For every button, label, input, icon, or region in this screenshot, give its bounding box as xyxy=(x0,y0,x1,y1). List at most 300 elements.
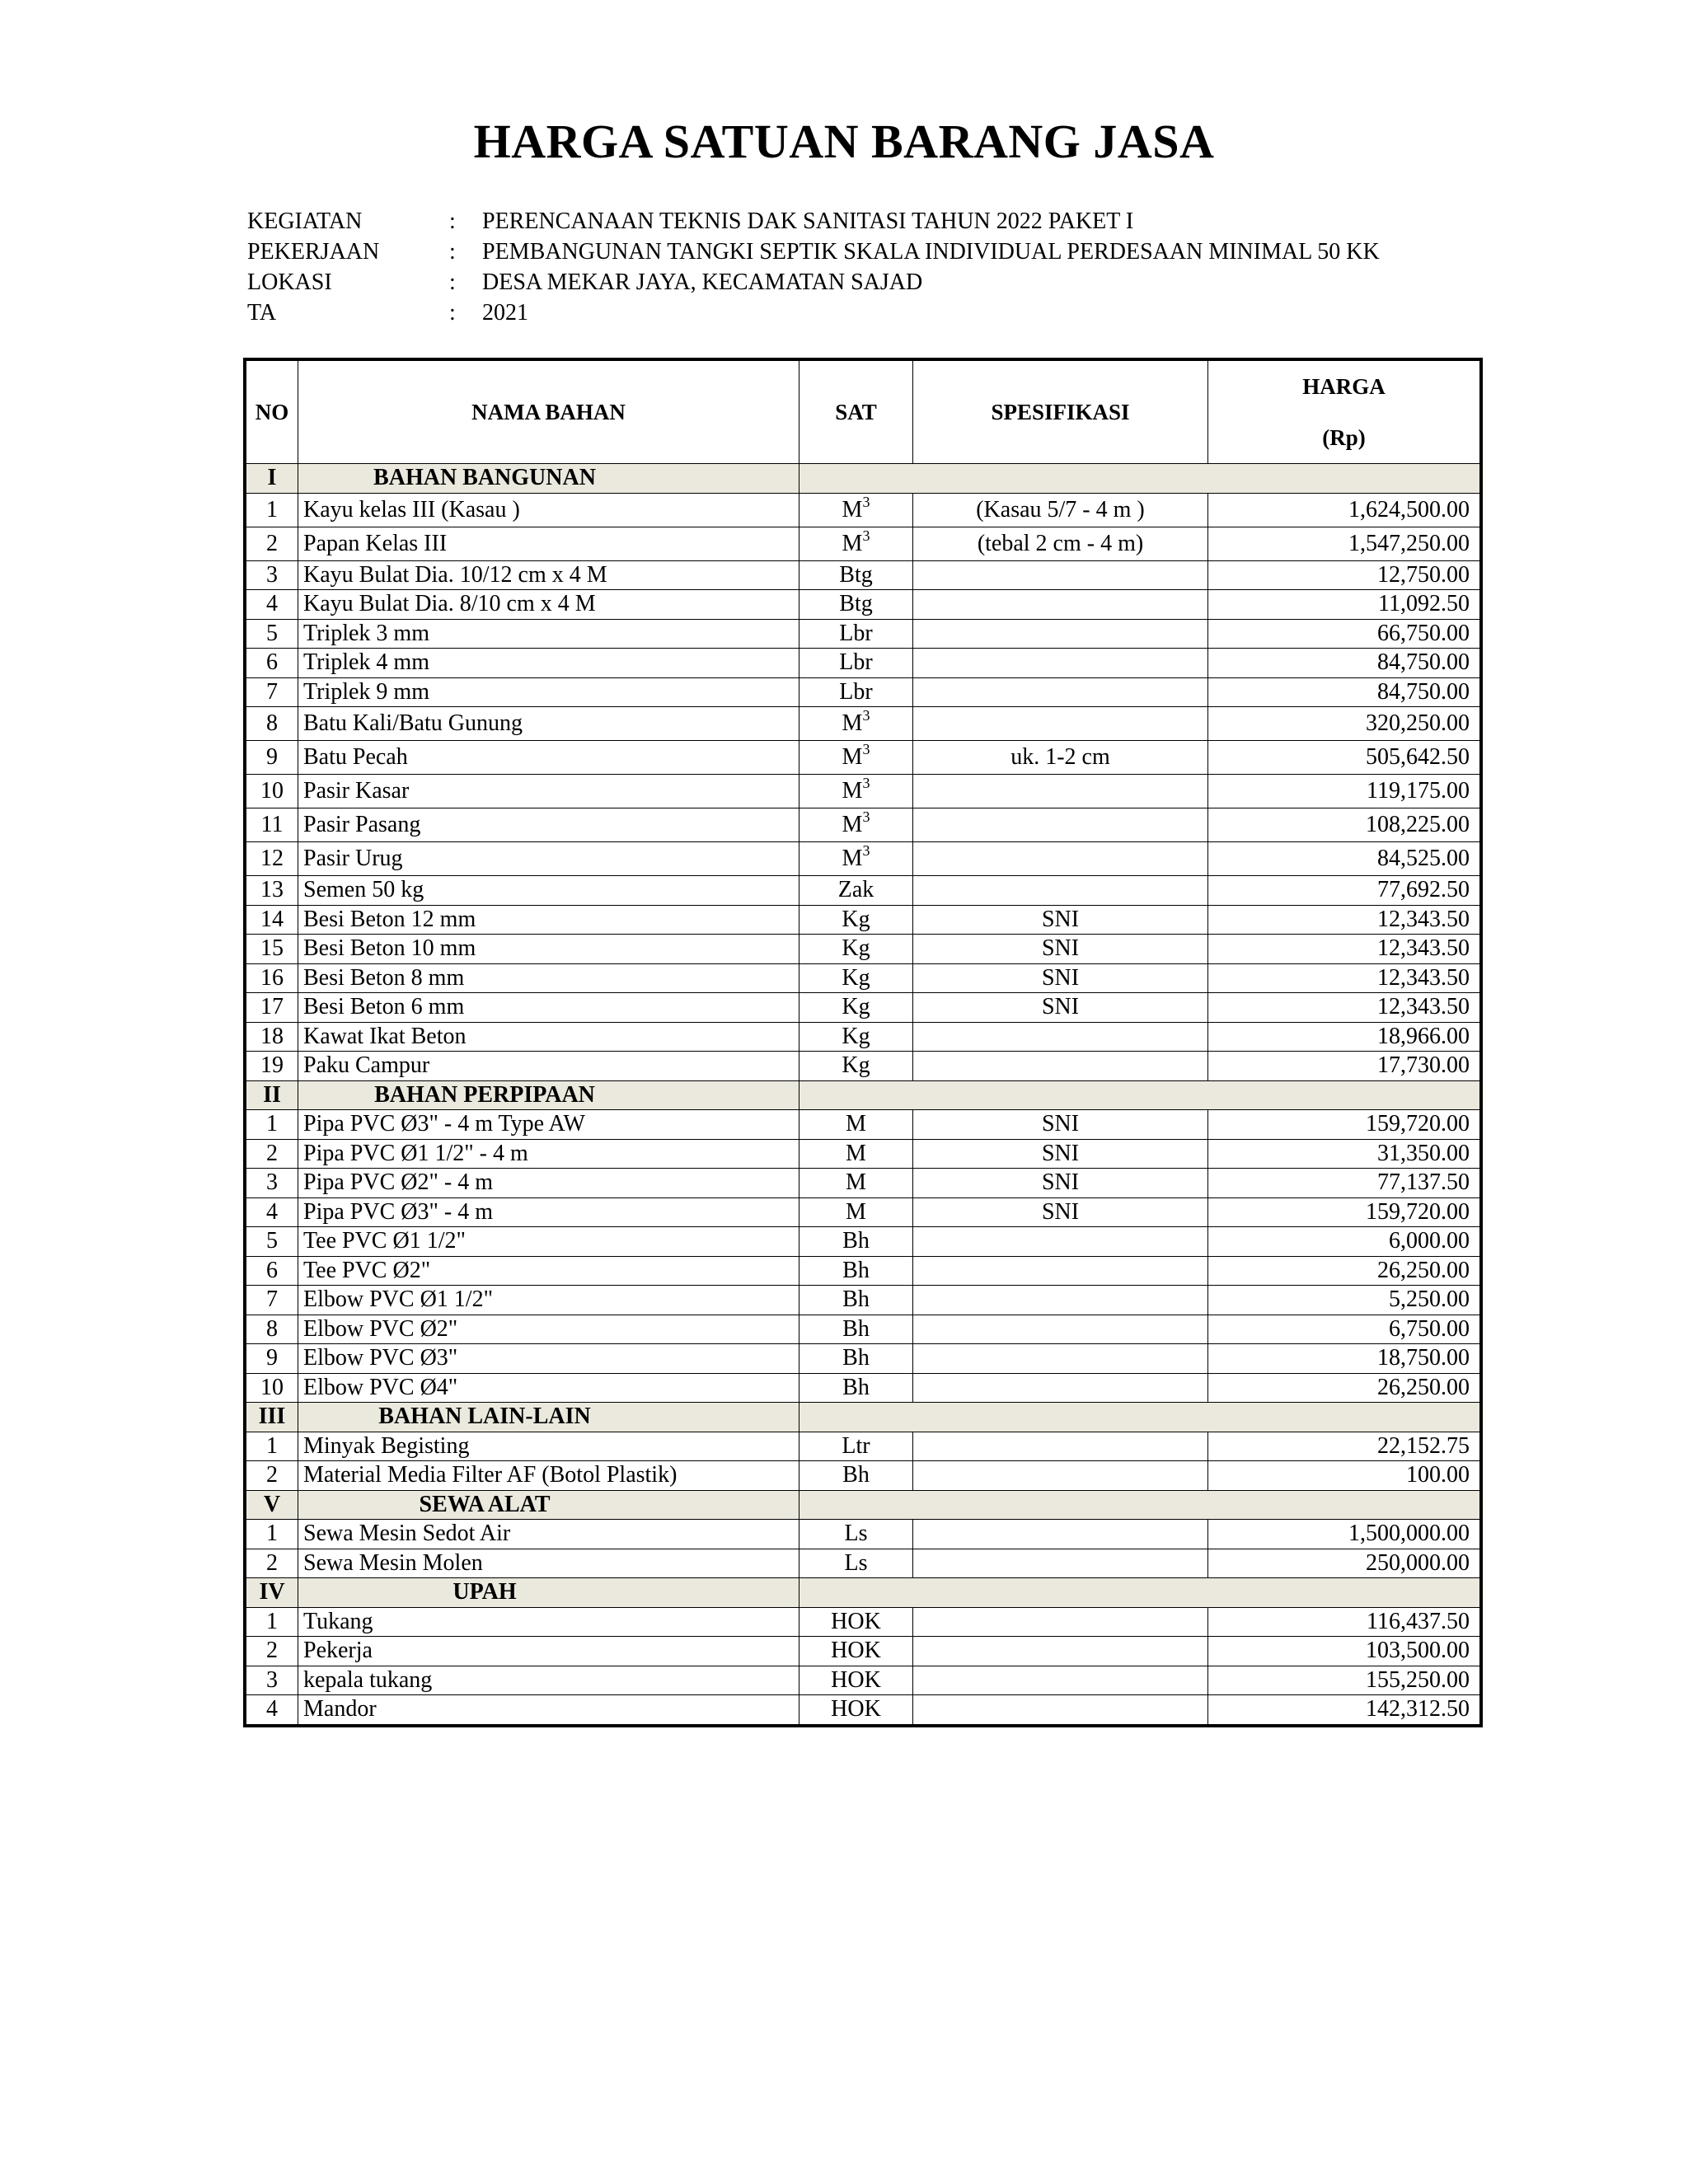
row-number: 8 xyxy=(245,1315,298,1344)
section-number: V xyxy=(245,1490,298,1520)
item-specification xyxy=(913,1549,1208,1578)
item-price: 11,092.50 xyxy=(1208,590,1482,620)
row-number: 2 xyxy=(245,527,298,560)
unit-text: Kg xyxy=(842,935,870,962)
unit-text: Bh xyxy=(842,1374,870,1400)
item-name: Pasir Kasar xyxy=(298,775,799,808)
item-price: 12,343.50 xyxy=(1208,963,1482,993)
table-row xyxy=(245,1110,1481,1140)
table-header-row xyxy=(245,359,1481,464)
meta-row-ta xyxy=(247,298,1380,328)
section-row xyxy=(245,464,1481,494)
unit-text: Bh xyxy=(842,1462,870,1488)
table-row xyxy=(245,842,1481,876)
unit-superscript: 3 xyxy=(862,842,870,859)
header-spesifikasi: SPESIFIKASI xyxy=(913,359,1208,464)
unit-text: Btg xyxy=(839,561,873,588)
table-row xyxy=(245,527,1481,560)
header-harga-label: HARGA xyxy=(1302,374,1386,399)
item-specification: SNI xyxy=(913,963,1208,993)
item-price: 31,350.00 xyxy=(1208,1139,1482,1169)
project-info xyxy=(247,206,1380,328)
item-unit xyxy=(799,1139,913,1169)
section-title xyxy=(298,1490,799,1520)
item-price: 142,312.50 xyxy=(1208,1695,1482,1726)
item-price: 12,343.50 xyxy=(1208,905,1482,935)
item-specification xyxy=(913,1286,1208,1315)
table-row xyxy=(245,1256,1481,1286)
item-specification: (Kasau 5/7 - 4 m ) xyxy=(913,493,1208,527)
row-number: 4 xyxy=(245,1197,298,1227)
item-name: Triplek 9 mm xyxy=(298,677,799,707)
section-row xyxy=(245,1490,1481,1520)
item-specification xyxy=(913,1315,1208,1344)
item-name: Besi Beton 6 mm xyxy=(298,993,799,1023)
item-name: Elbow PVC Ø2" xyxy=(298,1315,799,1344)
item-price: 12,343.50 xyxy=(1208,993,1482,1023)
row-number: 2 xyxy=(245,1139,298,1169)
item-unit xyxy=(799,1169,913,1198)
item-price: 505,642.50 xyxy=(1208,741,1482,775)
item-specification xyxy=(913,1052,1208,1081)
table-row xyxy=(245,935,1481,964)
table-body xyxy=(245,464,1481,1726)
section-number: II xyxy=(245,1080,298,1110)
item-price: 22,152.75 xyxy=(1208,1432,1482,1461)
unit-text: Bh xyxy=(842,1257,870,1283)
meta-value: DESA MEKAR JAYA, KECAMATAN SAJAD xyxy=(482,269,923,295)
table-row xyxy=(245,493,1481,527)
item-specification xyxy=(913,560,1208,590)
item-unit xyxy=(799,560,913,590)
row-number: 1 xyxy=(245,1110,298,1140)
item-name: Triplek 4 mm xyxy=(298,649,799,678)
unit-text: Zak xyxy=(837,877,874,903)
item-unit xyxy=(799,775,913,808)
unit-superscript: 3 xyxy=(862,493,870,510)
unit-text: M xyxy=(842,744,863,770)
item-specification xyxy=(913,590,1208,620)
item-unit xyxy=(799,707,913,741)
item-name: Papan Kelas III xyxy=(298,527,799,560)
item-specification xyxy=(913,1461,1208,1491)
section-title xyxy=(298,1578,799,1608)
item-specification xyxy=(913,1695,1208,1726)
item-unit xyxy=(799,590,913,620)
table-row xyxy=(245,1520,1481,1549)
section-title-text: BAHAN BANGUNAN xyxy=(373,465,596,491)
meta-label: PEKERJAAN xyxy=(247,239,380,265)
table-row xyxy=(245,963,1481,993)
section-filler xyxy=(799,1080,1482,1110)
row-number: 3 xyxy=(245,1169,298,1198)
meta-colon: : xyxy=(449,209,456,234)
row-number: 1 xyxy=(245,1607,298,1637)
item-unit xyxy=(799,993,913,1023)
unit-text: Ltr xyxy=(842,1432,870,1459)
item-price: 108,225.00 xyxy=(1208,808,1482,842)
section-number: I xyxy=(245,464,298,494)
unit-text: Bh xyxy=(842,1286,870,1313)
item-unit xyxy=(799,1344,913,1374)
item-name: Batu Pecah xyxy=(298,741,799,775)
section-title-text: SEWA ALAT xyxy=(419,1491,551,1517)
unit-text: HOK xyxy=(831,1608,881,1634)
item-name: Pasir Urug xyxy=(298,842,799,876)
table-row xyxy=(245,1666,1481,1695)
section-filler xyxy=(799,464,1482,494)
item-name: Minyak Begisting xyxy=(298,1432,799,1461)
item-specification xyxy=(913,1666,1208,1695)
section-row xyxy=(245,1080,1481,1110)
table-row xyxy=(245,1169,1481,1198)
item-unit xyxy=(799,1695,913,1726)
item-unit xyxy=(799,493,913,527)
table-row xyxy=(245,741,1481,775)
unit-text: M xyxy=(846,1111,866,1137)
unit-text: Bh xyxy=(842,1345,870,1371)
item-name: Pasir Pasang xyxy=(298,808,799,842)
unit-superscript: 3 xyxy=(862,775,870,791)
item-name: Besi Beton 8 mm xyxy=(298,963,799,993)
item-name: Tee PVC Ø2" xyxy=(298,1256,799,1286)
item-specification: SNI xyxy=(913,993,1208,1023)
item-specification: SNI xyxy=(913,1139,1208,1169)
item-name: Pipa PVC Ø2" - 4 m xyxy=(298,1169,799,1198)
unit-text: Lbr xyxy=(839,678,873,705)
item-price: 320,250.00 xyxy=(1208,707,1482,741)
meta-label: LOKASI xyxy=(247,269,332,295)
table-row xyxy=(245,707,1481,741)
row-number: 18 xyxy=(245,1022,298,1052)
row-number: 7 xyxy=(245,1286,298,1315)
item-price: 1,624,500.00 xyxy=(1208,493,1482,527)
table-row xyxy=(245,1315,1481,1344)
item-unit xyxy=(799,619,913,649)
row-number: 5 xyxy=(245,1227,298,1257)
item-price: 6,750.00 xyxy=(1208,1315,1482,1344)
row-number: 7 xyxy=(245,677,298,707)
unit-text: HOK xyxy=(831,1638,881,1664)
row-number: 16 xyxy=(245,963,298,993)
item-unit xyxy=(799,1197,913,1227)
item-unit xyxy=(799,905,913,935)
item-unit xyxy=(799,1666,913,1695)
row-number: 2 xyxy=(245,1461,298,1491)
header-harga-unit: (Rp) xyxy=(1322,425,1366,450)
unit-text: Bh xyxy=(842,1315,870,1342)
section-number: III xyxy=(245,1403,298,1432)
item-price: 18,750.00 xyxy=(1208,1344,1482,1374)
unit-text: Ls xyxy=(844,1521,868,1547)
item-price: 84,750.00 xyxy=(1208,649,1482,678)
item-name: Material Media Filter AF (Botol Plastik) xyxy=(298,1461,799,1491)
item-price: 84,750.00 xyxy=(1208,677,1482,707)
row-number: 14 xyxy=(245,905,298,935)
item-specification xyxy=(913,1607,1208,1637)
item-name: Elbow PVC Ø1 1/2" xyxy=(298,1286,799,1315)
table-row xyxy=(245,1286,1481,1315)
item-price: 77,137.50 xyxy=(1208,1169,1482,1198)
item-unit xyxy=(799,1286,913,1315)
item-specification xyxy=(913,1432,1208,1461)
unit-text: Lbr xyxy=(839,620,873,646)
item-unit xyxy=(799,963,913,993)
item-name: Pipa PVC Ø3" - 4 m xyxy=(298,1197,799,1227)
item-name: Kayu kelas III (Kasau ) xyxy=(298,493,799,527)
table-row xyxy=(245,1637,1481,1666)
item-price: 159,720.00 xyxy=(1208,1110,1482,1140)
item-specification: SNI xyxy=(913,905,1208,935)
table-row xyxy=(245,1432,1481,1461)
item-name: Elbow PVC Ø4" xyxy=(298,1373,799,1403)
item-unit xyxy=(799,1637,913,1666)
row-number: 10 xyxy=(245,775,298,808)
unit-text: Bh xyxy=(842,1228,870,1254)
item-unit xyxy=(799,649,913,678)
row-number: 4 xyxy=(245,1695,298,1726)
unit-text: Lbr xyxy=(839,649,873,676)
item-specification xyxy=(913,649,1208,678)
item-price: 12,343.50 xyxy=(1208,935,1482,964)
item-name: Semen 50 kg xyxy=(298,876,799,906)
table-row xyxy=(245,993,1481,1023)
section-title xyxy=(298,1080,799,1110)
unit-text: Kg xyxy=(842,906,870,932)
item-unit xyxy=(799,1549,913,1578)
unit-text: M xyxy=(842,778,863,804)
meta-row-kegiatan xyxy=(247,206,1380,237)
table-row xyxy=(245,1607,1481,1637)
item-specification xyxy=(913,1520,1208,1549)
item-specification xyxy=(913,1637,1208,1666)
row-number: 1 xyxy=(245,1520,298,1549)
table-row xyxy=(245,1139,1481,1169)
item-specification xyxy=(913,707,1208,741)
table-row xyxy=(245,1022,1481,1052)
item-unit xyxy=(799,1315,913,1344)
meta-row-lokasi xyxy=(247,267,1380,298)
item-price: 116,437.50 xyxy=(1208,1607,1482,1637)
item-specification xyxy=(913,808,1208,842)
unit-text: Kg xyxy=(842,964,870,991)
item-specification xyxy=(913,619,1208,649)
row-number: 1 xyxy=(245,493,298,527)
row-number: 3 xyxy=(245,1666,298,1695)
row-number: 8 xyxy=(245,707,298,741)
table-row xyxy=(245,905,1481,935)
item-unit xyxy=(799,527,913,560)
item-price: 155,250.00 xyxy=(1208,1666,1482,1695)
item-price: 5,250.00 xyxy=(1208,1286,1482,1315)
header-no: NO xyxy=(245,359,298,464)
meta-colon: : xyxy=(449,269,456,295)
item-unit xyxy=(799,1432,913,1461)
meta-value: PEMBANGUNAN TANGKI SEPTIK SKALA INDIVIDUAL PERDESAAN MINIMAL 50 KK xyxy=(482,239,1380,265)
section-filler xyxy=(799,1578,1482,1608)
table-row xyxy=(245,649,1481,678)
unit-text: M xyxy=(846,1140,866,1166)
price-table xyxy=(243,358,1483,1727)
table-row xyxy=(245,1197,1481,1227)
unit-text: M xyxy=(846,1198,866,1225)
item-price: 17,730.00 xyxy=(1208,1052,1482,1081)
unit-text: Kg xyxy=(842,1052,870,1079)
item-price: 6,000.00 xyxy=(1208,1227,1482,1257)
item-unit xyxy=(799,1022,913,1052)
item-specification xyxy=(913,1022,1208,1052)
row-number: 6 xyxy=(245,649,298,678)
item-price: 84,525.00 xyxy=(1208,842,1482,876)
table-row xyxy=(245,775,1481,808)
header-sat: SAT xyxy=(799,359,913,464)
item-specification: uk. 1-2 cm xyxy=(913,741,1208,775)
unit-text: HOK xyxy=(831,1696,881,1722)
unit-text: Btg xyxy=(839,591,873,617)
item-price: 77,692.50 xyxy=(1208,876,1482,906)
row-number: 2 xyxy=(245,1637,298,1666)
item-specification xyxy=(913,677,1208,707)
item-price: 26,250.00 xyxy=(1208,1373,1482,1403)
item-name: Batu Kali/Batu Gunung xyxy=(298,707,799,741)
item-specification: SNI xyxy=(913,1110,1208,1140)
item-name: Elbow PVC Ø3" xyxy=(298,1344,799,1374)
item-specification xyxy=(913,1256,1208,1286)
unit-text: M xyxy=(842,846,863,871)
item-specification: SNI xyxy=(913,1197,1208,1227)
table-row xyxy=(245,590,1481,620)
item-specification xyxy=(913,876,1208,906)
row-number: 9 xyxy=(245,1344,298,1374)
table-row xyxy=(245,876,1481,906)
item-name: Pipa PVC Ø1 1/2" - 4 m xyxy=(298,1139,799,1169)
unit-text: M xyxy=(846,1169,866,1196)
section-row xyxy=(245,1578,1481,1608)
item-price: 26,250.00 xyxy=(1208,1256,1482,1286)
section-title xyxy=(298,464,799,494)
section-title-text: BAHAN LAIN-LAIN xyxy=(378,1404,591,1430)
table-row xyxy=(245,677,1481,707)
meta-row-pekerjaan xyxy=(247,237,1380,267)
table-row xyxy=(245,808,1481,842)
item-name: Kayu Bulat Dia. 10/12 cm x 4 M xyxy=(298,560,799,590)
table-row xyxy=(245,1373,1481,1403)
item-unit xyxy=(799,1110,913,1140)
item-price: 1,500,000.00 xyxy=(1208,1520,1482,1549)
item-unit xyxy=(799,1520,913,1549)
item-unit xyxy=(799,1256,913,1286)
item-unit xyxy=(799,1227,913,1257)
item-price: 18,966.00 xyxy=(1208,1022,1482,1052)
item-price: 250,000.00 xyxy=(1208,1549,1482,1578)
item-unit xyxy=(799,808,913,842)
meta-colon: : xyxy=(449,239,456,265)
item-specification: (tebal 2 cm - 4 m) xyxy=(913,527,1208,560)
meta-label: TA xyxy=(247,300,277,326)
table-row xyxy=(245,560,1481,590)
row-number: 13 xyxy=(245,876,298,906)
row-number: 1 xyxy=(245,1432,298,1461)
item-name: Besi Beton 12 mm xyxy=(298,905,799,935)
table-row xyxy=(245,1549,1481,1578)
section-filler xyxy=(799,1403,1482,1432)
item-price: 159,720.00 xyxy=(1208,1197,1482,1227)
row-number: 11 xyxy=(245,808,298,842)
row-number: 4 xyxy=(245,590,298,620)
table-row xyxy=(245,1227,1481,1257)
section-title-text: UPAH xyxy=(452,1579,517,1605)
unit-text: M xyxy=(842,812,863,837)
row-number: 5 xyxy=(245,619,298,649)
unit-superscript: 3 xyxy=(862,527,870,544)
meta-value: PERENCANAAN TEKNIS DAK SANITASI TAHUN 2022 PAKET I xyxy=(482,209,1134,234)
item-name: kepala tukang xyxy=(298,1666,799,1695)
unit-text: Kg xyxy=(842,1023,870,1049)
table-row xyxy=(245,1461,1481,1491)
section-row xyxy=(245,1403,1481,1432)
row-number: 15 xyxy=(245,935,298,964)
item-name: Sewa Mesin Molen xyxy=(298,1549,799,1578)
unit-text: HOK xyxy=(831,1666,881,1693)
section-title xyxy=(298,1403,799,1432)
row-number: 12 xyxy=(245,842,298,876)
unit-superscript: 3 xyxy=(862,741,870,757)
meta-label: KEGIATAN xyxy=(247,209,363,234)
item-price: 66,750.00 xyxy=(1208,619,1482,649)
unit-superscript: 3 xyxy=(862,707,870,724)
item-specification xyxy=(913,775,1208,808)
item-price: 1,547,250.00 xyxy=(1208,527,1482,560)
row-number: 6 xyxy=(245,1256,298,1286)
item-specification: SNI xyxy=(913,1169,1208,1198)
unit-text: M xyxy=(842,530,863,556)
meta-value: 2021 xyxy=(482,300,528,326)
item-name: Tukang xyxy=(298,1607,799,1637)
section-title-text: BAHAN PERPIPAAN xyxy=(374,1081,595,1108)
item-name: Paku Campur xyxy=(298,1052,799,1081)
unit-text: Ls xyxy=(844,1549,868,1576)
item-unit xyxy=(799,1461,913,1491)
section-number: IV xyxy=(245,1578,298,1608)
row-number: 10 xyxy=(245,1373,298,1403)
table-row xyxy=(245,1344,1481,1374)
item-unit xyxy=(799,876,913,906)
unit-text: M xyxy=(842,710,863,736)
item-specification xyxy=(913,1227,1208,1257)
item-unit xyxy=(799,842,913,876)
page-title: HARGA SATUAN BARANG JASA xyxy=(473,115,1215,168)
unit-text: M xyxy=(842,496,863,523)
table-row xyxy=(245,1052,1481,1081)
row-number: 2 xyxy=(245,1549,298,1578)
section-filler xyxy=(799,1490,1482,1520)
item-unit xyxy=(799,935,913,964)
item-name: Pekerja xyxy=(298,1637,799,1666)
item-unit xyxy=(799,741,913,775)
row-number: 19 xyxy=(245,1052,298,1081)
item-name: Besi Beton 10 mm xyxy=(298,935,799,964)
item-price: 119,175.00 xyxy=(1208,775,1482,808)
item-unit xyxy=(799,1607,913,1637)
table-row xyxy=(245,1695,1481,1726)
unit-superscript: 3 xyxy=(862,808,870,825)
header-harga xyxy=(1208,359,1482,464)
item-name: Kayu Bulat Dia. 8/10 cm x 4 M xyxy=(298,590,799,620)
item-specification xyxy=(913,1344,1208,1374)
item-unit xyxy=(799,1052,913,1081)
table-row xyxy=(245,619,1481,649)
item-name: Triplek 3 mm xyxy=(298,619,799,649)
